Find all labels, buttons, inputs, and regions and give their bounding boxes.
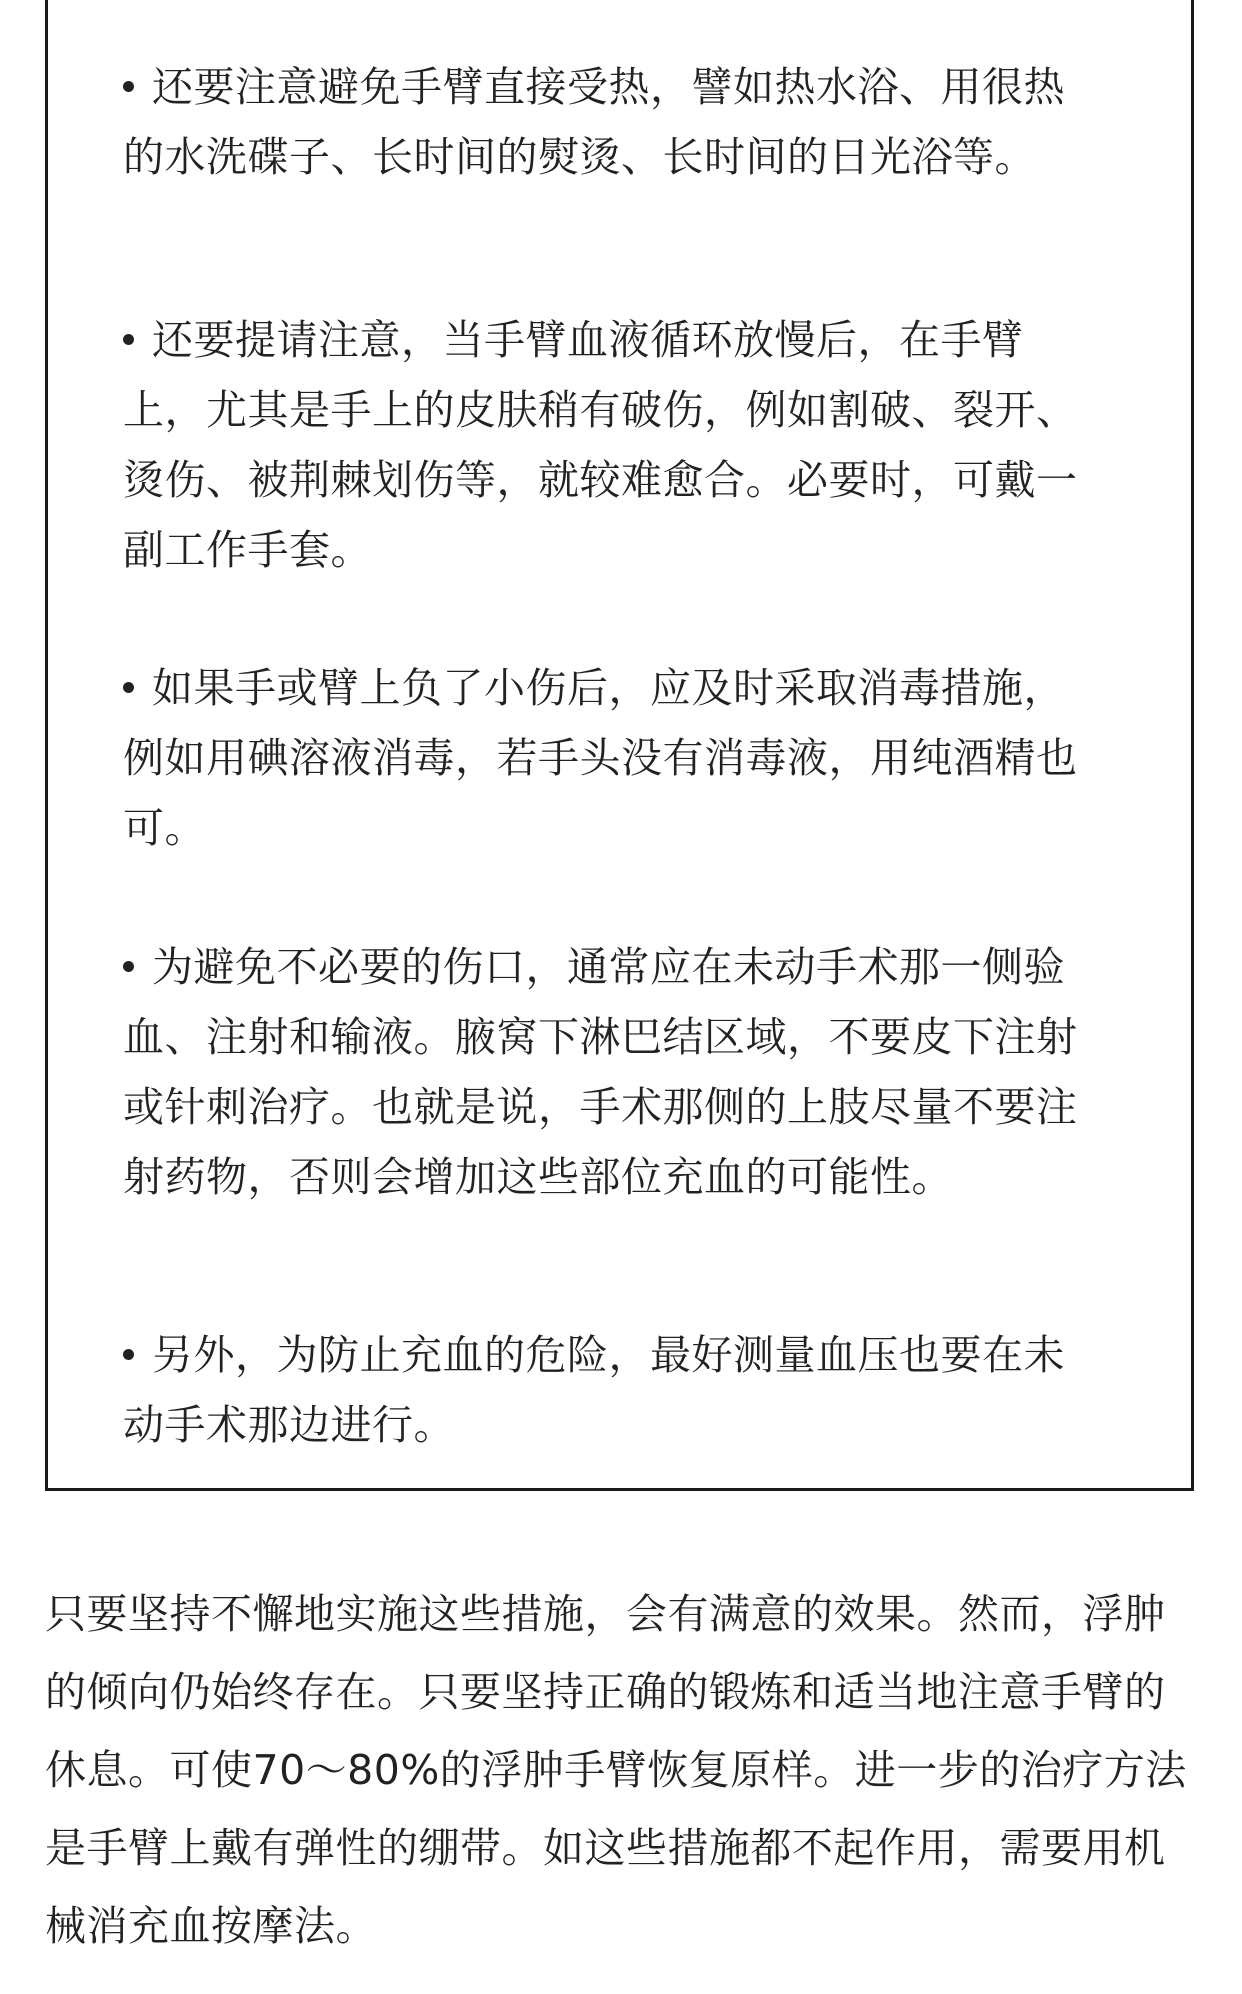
- bullet-text: 还要注意避免手臂直接受热，譬如热水浴、用很热的水洗碟子、长时间的熨烫、长时间的日光浴等。: [123, 63, 1065, 181]
- bullet-item: [123, 1320, 1093, 1460]
- bullet-text: 还要提请注意，当手臂血液循环放慢后，在手臂上，尤其是手上的皮肤稍有破伤，例如割破、裂开、烫伤、被荆棘划伤等，就较难愈合。必要时，可戴一副工作手套。: [123, 316, 1078, 574]
- bullet-item: [123, 52, 1093, 192]
- bullet-dot-icon: [123, 1349, 134, 1360]
- bullet-dot-icon: [123, 961, 134, 972]
- bullet-dot-icon: [123, 682, 134, 693]
- bullet-dot-icon: [123, 334, 134, 345]
- closing-paragraph: 只要坚持不懈地实施这些措施，会有满意的效果。然而，浮肿的倾向仍始终存在。只要坚持正确的锻炼和适当地注意手臂的休息。可使70～80%的浮肿手臂恢复原样。进一步的治疗方法是手臂上戴有弹性的绷带。如这些措施都不起作用，需要用机械消充血按摩法。: [45, 1590, 1187, 1950]
- bullet-text: 另外，为防止充血的危险，最好测量血压也要在未动手术那边进行。: [123, 1331, 1065, 1449]
- bullet-item: [123, 653, 1093, 863]
- bullet-item: [123, 305, 1093, 585]
- bullet-dot-icon: [123, 81, 134, 92]
- bullet-text: 如果手或臂上负了小伤后，应及时采取消毒措施，例如用碘溶液消毒，若手头没有消毒液，用纯酒精也可。: [123, 664, 1078, 852]
- bullet-item: [123, 932, 1093, 1212]
- bullet-text: 为避免不必要的伤口，通常应在未动手术那一侧验血、注射和输液。腋窝下淋巴结区域，不要皮下注射或针刺治疗。也就是说，手术那侧的上肢尽量不要注射药物，否则会增加这些部位充血的可能性。: [123, 943, 1078, 1201]
